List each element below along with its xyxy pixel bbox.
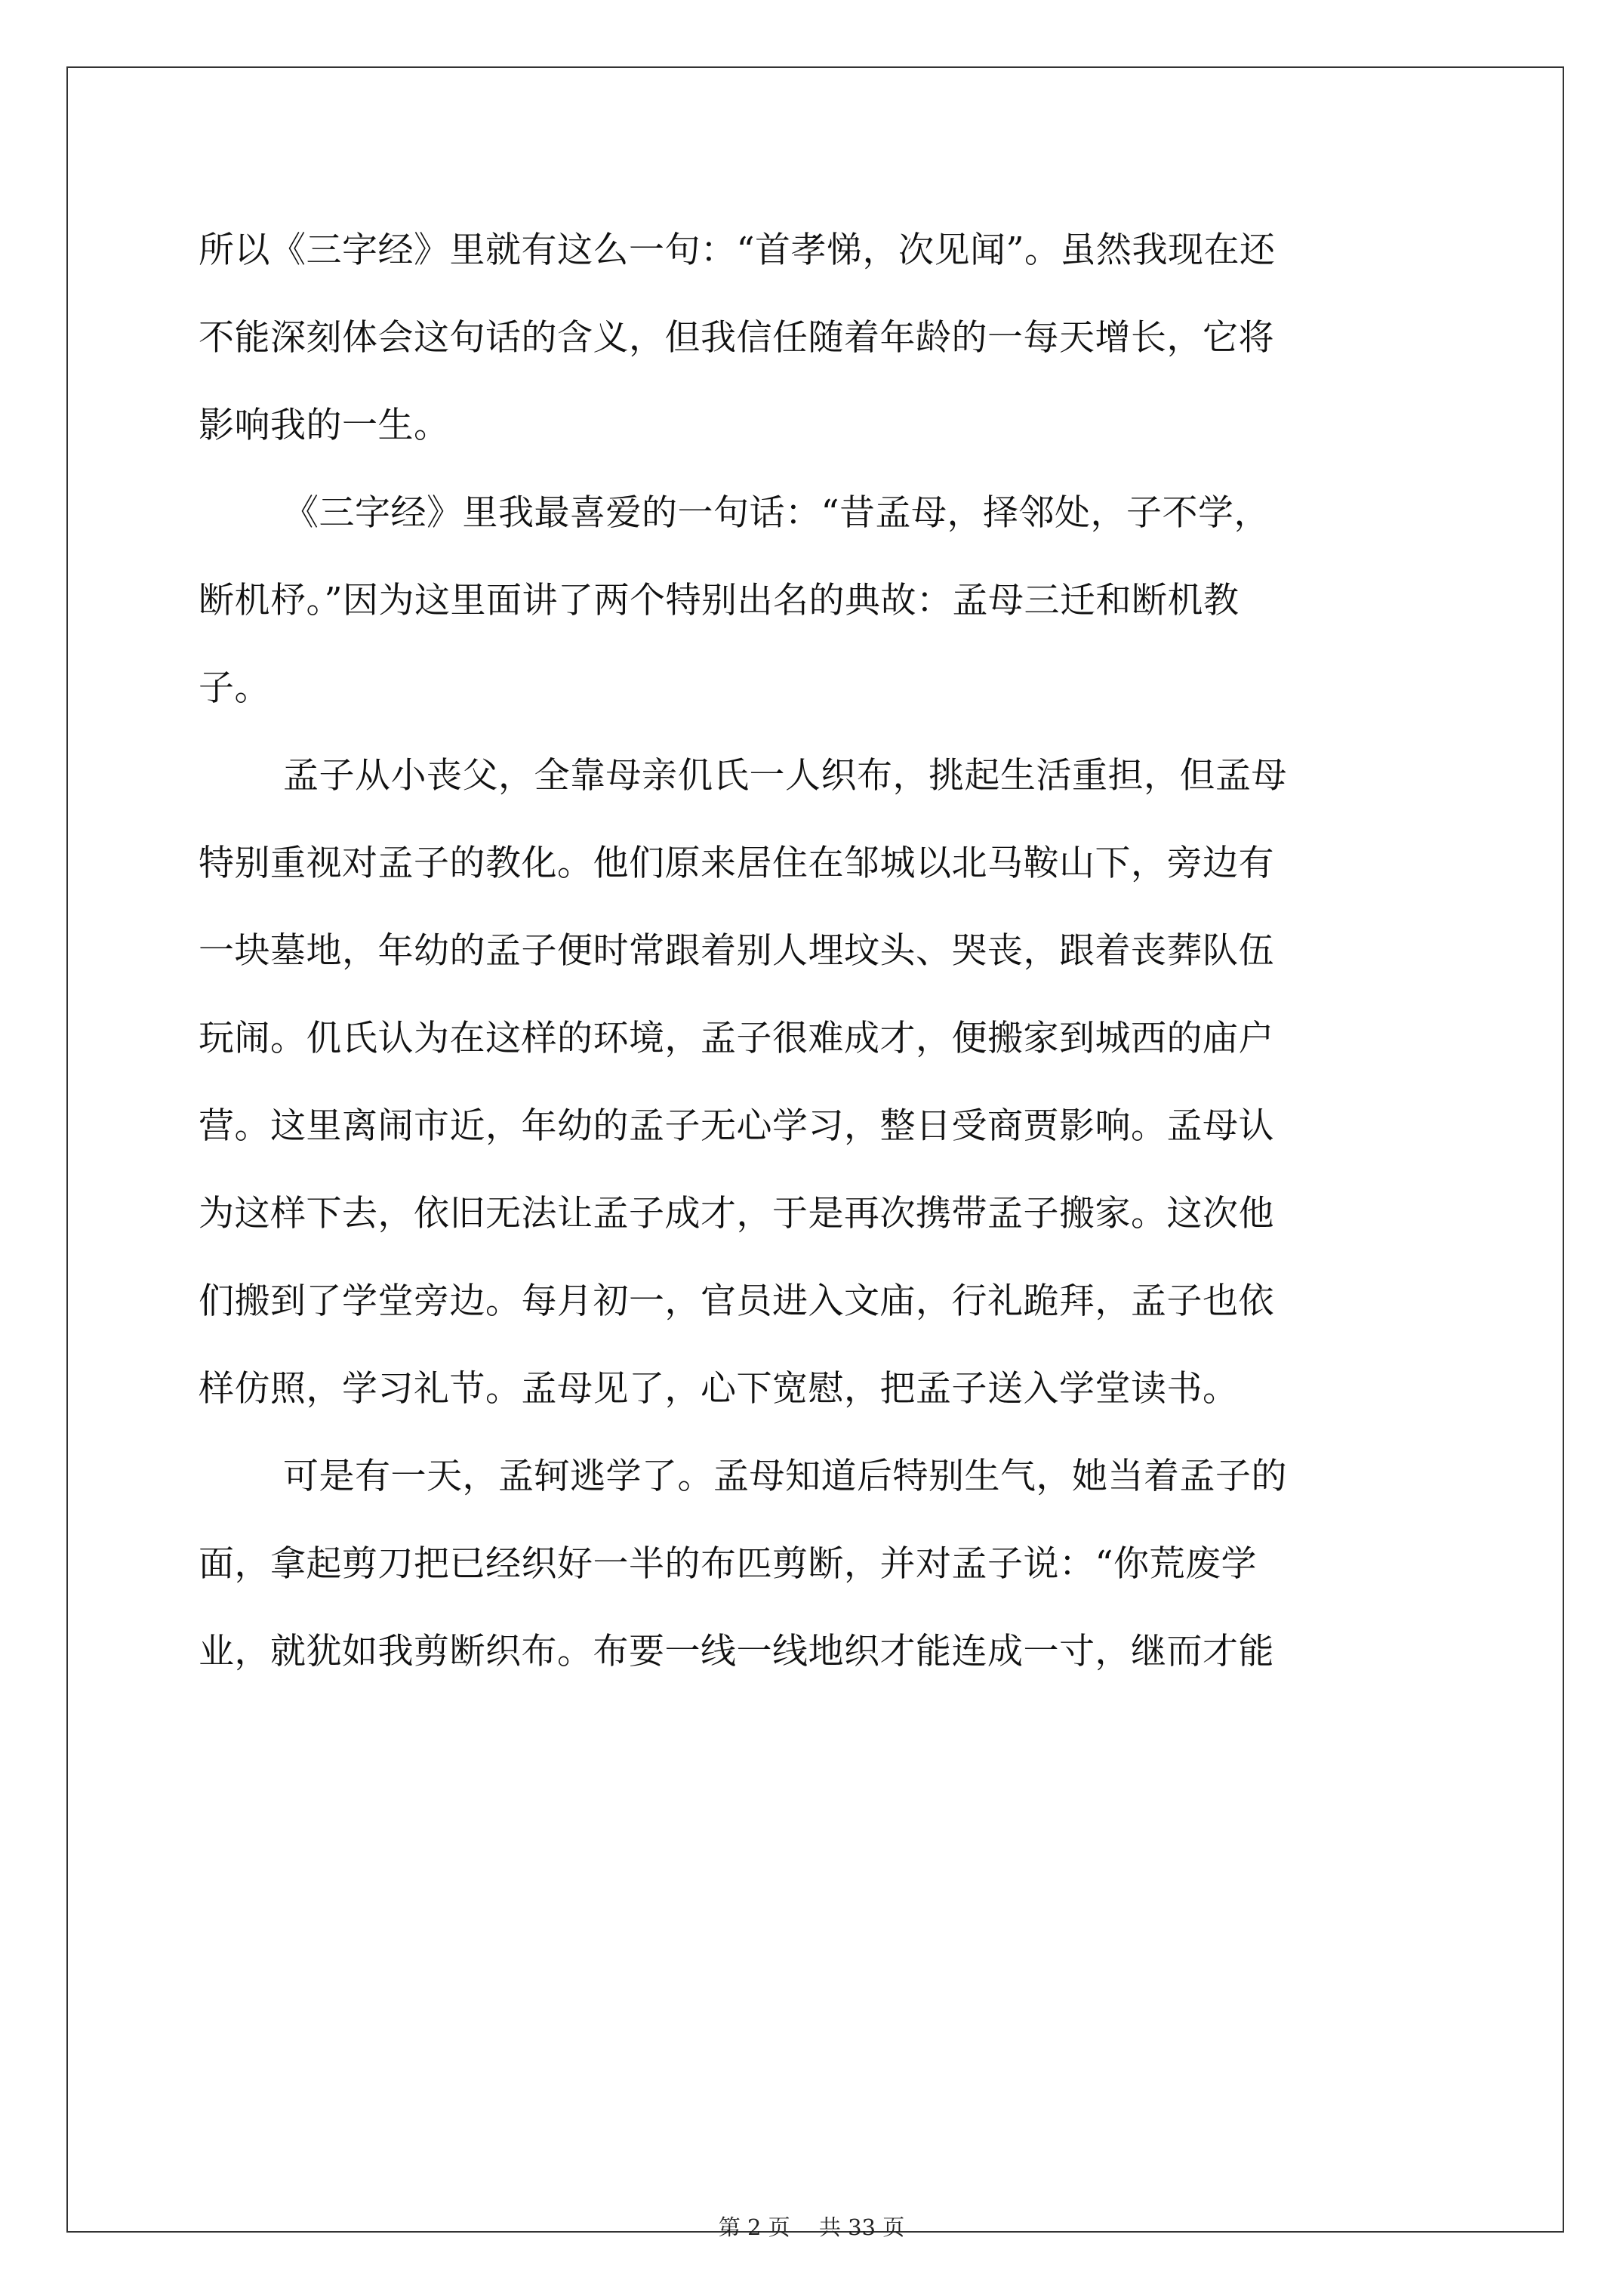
paragraph-3-line-7: 们搬到了学堂旁边。每月初一，官员进入文庙，行礼跪拜，孟子也依 <box>199 1281 1274 1322</box>
paragraph-3-line-6: 为这样下去，依旧无法让孟子成才，于是再次携带孟子搬家。这次他 <box>199 1193 1274 1234</box>
page-border <box>66 66 1564 2233</box>
paragraph-3-line-1: 孟子从小丧父，全靠母亲仉氏一人织布，挑起生活重担，但孟母 <box>283 755 1287 797</box>
paragraph-1-line-2: 不能深刻体会这句话的含义，但我信任随着年龄的一每天增长，它将 <box>199 317 1274 359</box>
paragraph-4-line-3: 业，就犹如我剪断织布。布要一线一线地织才能连成一寸，继而才能 <box>199 1631 1274 1672</box>
paragraph-2-line-1: 《三字经》里我最喜爱的一句话：“昔孟母，择邻处，子不学， <box>283 492 1270 534</box>
paragraph-3-line-8: 样仿照，学习礼节。孟母见了，心下宽慰，把孟子送入学堂读书。 <box>199 1368 1239 1410</box>
paragraph-3-line-3: 一块墓地，年幼的孟子便时常跟着别人埋坟头、哭丧，跟着丧葬队伍 <box>199 930 1274 972</box>
paragraph-3-line-4: 玩闹。仉氏认为在这样的环境，孟子很难成才，便搬家到城西的庙户 <box>199 1018 1274 1059</box>
paragraph-1-line-1: 所以《三字经》里就有这么一句：“首孝悌，次见闻”。虽然我现在还 <box>199 230 1276 271</box>
paragraph-1-line-3: 影响我的一生。 <box>199 405 450 446</box>
paragraph-2-line-3: 子。 <box>199 667 270 709</box>
paragraph-3-line-5: 营。这里离闹市近，年幼的孟子无心学习，整日受商贾影响。孟母认 <box>199 1105 1274 1147</box>
page-number-footer: 第 2 页 共 33 页 <box>718 2214 905 2240</box>
paragraph-2-line-2: 断机杼。”因为这里面讲了两个特别出名的典故：孟母三迁和断机教 <box>199 580 1240 621</box>
paragraph-3-line-2: 特别重视对孟子的教化。他们原来居住在邹城以北马鞍山下，旁边有 <box>199 843 1274 884</box>
paragraph-4-line-2: 面，拿起剪刀把已经织好一半的布匹剪断，并对孟子说：“你荒废学 <box>199 1543 1258 1585</box>
paragraph-4-line-1: 可是有一天，孟轲逃学了。孟母知道后特别生气，她当着孟子的 <box>283 1456 1287 1497</box>
